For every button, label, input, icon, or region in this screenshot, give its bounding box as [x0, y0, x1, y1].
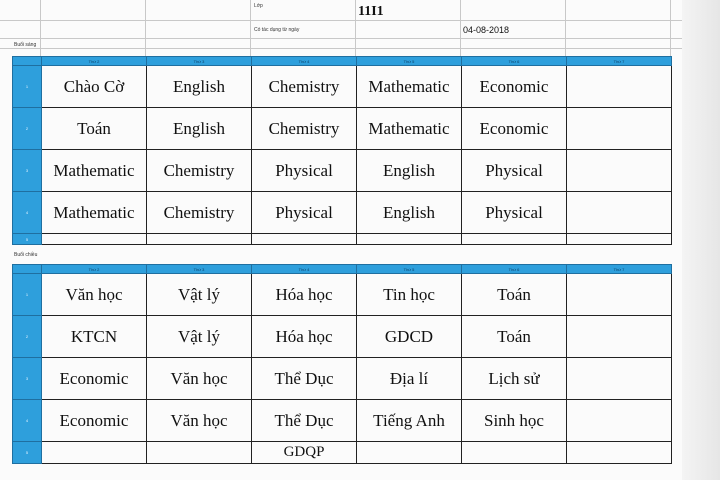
day-header: Thứ 4 — [252, 265, 357, 274]
subject-cell[interactable]: Toán — [462, 316, 567, 358]
period-number: 3 — [13, 150, 42, 192]
subject-cell[interactable]: Chemistry — [252, 66, 357, 108]
grid-line — [0, 38, 682, 39]
subject-cell[interactable] — [462, 234, 567, 245]
subject-cell[interactable] — [567, 400, 672, 442]
subject-cell[interactable]: Hóa học — [252, 316, 357, 358]
subject-cell[interactable]: Địa lí — [357, 358, 462, 400]
effective-label: Có tác dụng từ ngày — [254, 27, 300, 33]
period-number: 3 — [13, 358, 42, 400]
subject-cell[interactable]: English — [357, 150, 462, 192]
subject-cell[interactable]: English — [357, 192, 462, 234]
subject-cell[interactable]: Mathematic — [357, 66, 462, 108]
subject-cell[interactable]: Economic — [462, 66, 567, 108]
subject-cell[interactable] — [357, 234, 462, 245]
subject-cell[interactable]: Physical — [462, 192, 567, 234]
subject-cell[interactable] — [567, 316, 672, 358]
day-header: Thứ 4 — [252, 57, 357, 66]
day-header: Thứ 2 — [42, 265, 147, 274]
grid-line — [145, 0, 146, 58]
subject-cell[interactable]: Economic — [462, 108, 567, 150]
corner-cell — [13, 57, 42, 66]
subject-cell[interactable] — [567, 192, 672, 234]
subject-cell[interactable]: Economic — [42, 400, 147, 442]
table-row — [13, 442, 672, 464]
subject-cell[interactable]: Toán — [42, 108, 147, 150]
grid-line — [40, 0, 41, 58]
class-name[interactable]: 11I1 — [358, 4, 384, 19]
class-label: Lớp — [254, 3, 263, 9]
table-row — [13, 108, 672, 150]
subject-cell[interactable] — [147, 234, 252, 245]
subject-cell[interactable]: English — [147, 66, 252, 108]
subject-cell[interactable] — [147, 442, 252, 464]
effective-date[interactable]: 04-08-2018 — [463, 25, 510, 35]
subject-cell[interactable] — [357, 442, 462, 464]
grid-line — [670, 0, 671, 58]
day-header: Thứ 7 — [567, 265, 672, 274]
subject-cell[interactable] — [567, 66, 672, 108]
day-header-row — [13, 57, 672, 66]
subject-cell[interactable]: Physical — [252, 150, 357, 192]
table-row — [13, 192, 672, 234]
subject-cell[interactable] — [567, 150, 672, 192]
period-number: 4 — [13, 192, 42, 234]
subject-cell[interactable] — [567, 358, 672, 400]
subject-cell[interactable] — [567, 274, 672, 316]
afternoon-timetable — [12, 264, 672, 464]
morning-timetable — [12, 56, 672, 245]
subject-cell[interactable] — [567, 442, 672, 464]
period-number: 5 — [13, 442, 42, 464]
subject-cell[interactable]: Chemistry — [147, 192, 252, 234]
table-row — [13, 234, 672, 245]
day-header: Thứ 3 — [147, 57, 252, 66]
day-header: Thứ 6 — [462, 57, 567, 66]
subject-cell[interactable]: Thể Dục — [252, 400, 357, 442]
subject-cell[interactable]: KTCN — [42, 316, 147, 358]
table-row — [13, 358, 672, 400]
subject-cell[interactable] — [42, 442, 147, 464]
subject-cell[interactable]: Mathematic — [357, 108, 462, 150]
subject-cell[interactable]: Physical — [462, 150, 567, 192]
subject-cell[interactable]: Văn học — [147, 358, 252, 400]
subject-cell[interactable]: Thể Dục — [252, 358, 357, 400]
subject-cell[interactable]: Mathematic — [42, 192, 147, 234]
subject-cell[interactable]: English — [147, 108, 252, 150]
grid-line — [0, 48, 682, 49]
sheet-edge — [682, 0, 720, 480]
corner-cell — [13, 265, 42, 274]
day-header: Thứ 6 — [462, 265, 567, 274]
period-number: 2 — [13, 316, 42, 358]
subject-cell[interactable]: Văn học — [147, 400, 252, 442]
day-header: Thứ 2 — [42, 57, 147, 66]
grid-line — [460, 0, 461, 58]
period-number: 1 — [13, 274, 42, 316]
subject-cell[interactable]: Tin học — [357, 274, 462, 316]
subject-cell[interactable]: Economic — [42, 358, 147, 400]
period-number: 1 — [13, 66, 42, 108]
day-header-row — [13, 265, 672, 274]
subject-cell[interactable]: Lịch sử — [462, 358, 567, 400]
table-row — [13, 66, 672, 108]
subject-cell[interactable] — [462, 442, 567, 464]
subject-cell[interactable] — [252, 234, 357, 245]
day-header: Thứ 5 — [357, 265, 462, 274]
subject-cell[interactable] — [567, 108, 672, 150]
period-number: 2 — [13, 108, 42, 150]
table-row — [13, 274, 672, 316]
afternoon-label: Buổi chiều — [14, 252, 38, 258]
subject-cell[interactable]: Chemistry — [147, 150, 252, 192]
day-header: Thứ 5 — [357, 57, 462, 66]
grid-line — [250, 0, 251, 58]
subject-cell[interactable]: Vật lý — [147, 316, 252, 358]
subject-cell[interactable]: Mathematic — [42, 150, 147, 192]
morning-label: Buổi sáng — [14, 42, 37, 48]
subject-cell[interactable] — [42, 234, 147, 245]
subject-cell[interactable]: Chào Cờ — [42, 66, 147, 108]
table-row — [13, 150, 672, 192]
subject-cell[interactable]: GDCD — [357, 316, 462, 358]
period-number: 5 — [13, 234, 42, 245]
subject-cell[interactable]: Physical — [252, 192, 357, 234]
table-row — [13, 400, 672, 442]
grid-line — [0, 20, 682, 21]
grid-line — [565, 0, 566, 58]
period-number: 4 — [13, 400, 42, 442]
grid-line — [355, 0, 356, 58]
subject-cell[interactable]: Chemistry — [252, 108, 357, 150]
day-header: Thứ 3 — [147, 265, 252, 274]
subject-cell[interactable]: Toán — [462, 274, 567, 316]
subject-cell[interactable] — [567, 234, 672, 245]
subject-cell[interactable]: Tiếng Anh — [357, 400, 462, 442]
subject-cell[interactable]: Sinh học — [462, 400, 567, 442]
day-header: Thứ 7 — [567, 57, 672, 66]
subject-cell[interactable]: GDQP — [252, 442, 357, 464]
table-row — [13, 316, 672, 358]
subject-cell[interactable]: Vật lý — [147, 274, 252, 316]
subject-cell[interactable]: Hóa học — [252, 274, 357, 316]
subject-cell[interactable]: Văn học — [42, 274, 147, 316]
